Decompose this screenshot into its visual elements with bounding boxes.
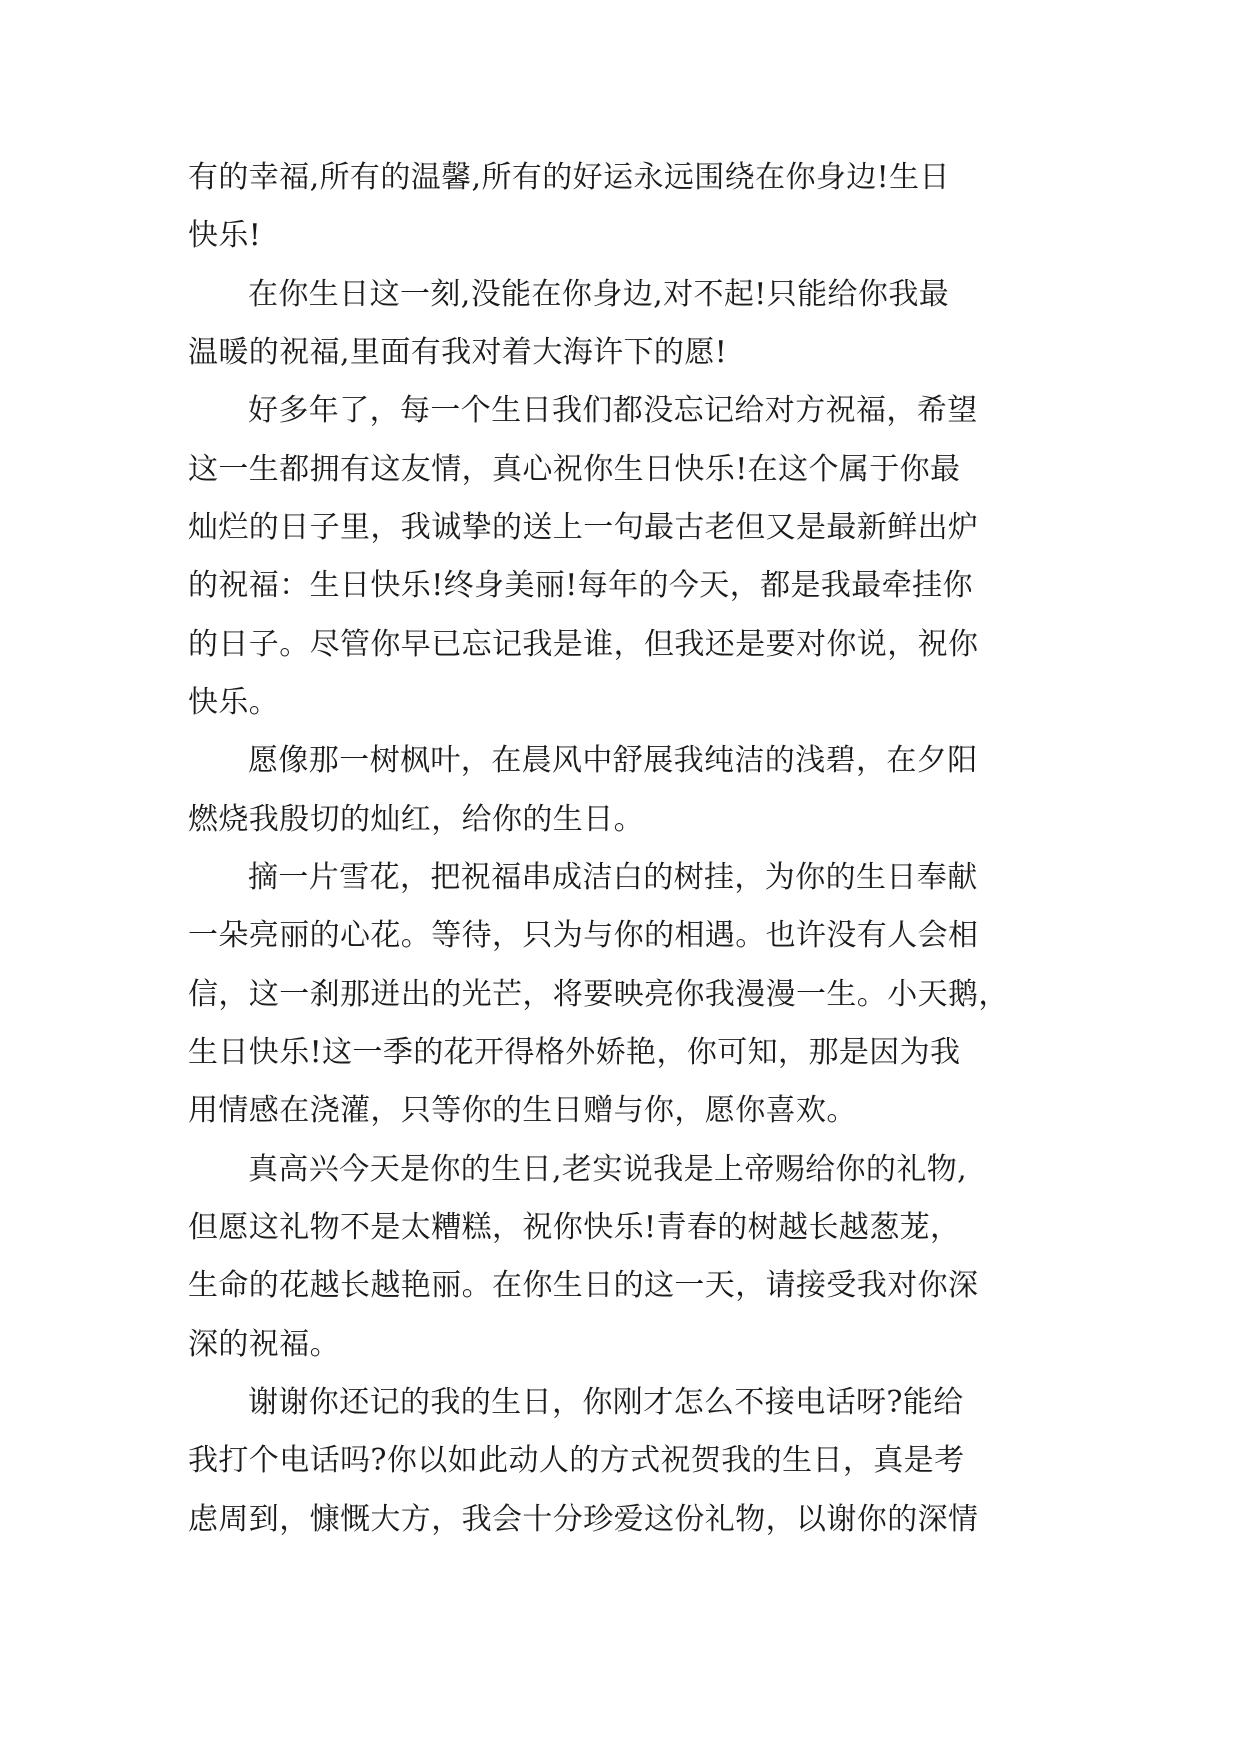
text-line-23: 我打个电话吗?你以如此动人的方式祝贺我的生日，真是考 [188,1443,965,1478]
text-line-15: 信，这一刹那迸出的光芒，将要映亮你我漫漫一生。小天鹅， [188,977,1009,1012]
text-line-10: 快乐。 [188,685,280,720]
text-line-3: 在你生日这一刻,没能在你身边,对不起!只能给你我最 [248,277,950,312]
text-line-24: 虑周到，慷慨大方，我会十分珍爱这份礼物，以谢你的深情 [188,1502,979,1537]
text-line-16: 生日快乐!这一季的花开得格外娇艳，你可知，那是因为我 [188,1035,961,1070]
text-line-1: 有的幸福,所有的温馨,所有的好运永远围绕在你身边!生日 [188,160,950,195]
text-line-12: 燃烧我殷切的灿红，给你的生日。 [188,802,644,837]
text-line-9: 的日子。尽管你早已忘记我是谁，但我还是要对你说，祝你 [188,627,979,662]
text-line-19: 但愿这礼物不是太糟糕，祝你快乐!青春的树越长越葱茏， [188,1210,961,1245]
text-line-13: 摘一片雪花，把祝福串成洁白的树挂，为你的生日奉献 [248,860,978,895]
text-line-20: 生命的花越长越艳丽。在你生日的这一天，请接受我对你深 [188,1268,979,1303]
text-line-22: 谢谢你还记的我的生日，你刚才怎么不接电话呀?能给 [248,1385,964,1420]
text-line-7: 灿烂的日子里，我诚挚的送上一句最古老但又是最新鲜出炉 [188,510,979,545]
text-line-4: 温暖的祝福,里面有我对着大海许下的愿! [188,335,728,370]
text-line-14: 一朵亮丽的心花。等待，只为与你的相遇。也许没有人会相 [188,918,979,953]
text-line-18: 真高兴今天是你的生日,老实说我是上帝赐给你的礼物, [248,1152,968,1187]
text-line-17: 用情感在浇灌，只等你的生日赠与你，愿你喜欢。 [188,1093,857,1128]
text-line-5: 好多年了，每一个生日我们都没忘记给对方祝福，希望 [248,393,978,428]
text-line-21: 深的祝福。 [188,1327,340,1362]
text-line-11: 愿像那一树枫叶，在晨风中舒展我纯洁的浅碧，在夕阳 [248,743,978,778]
text-line-8: 的祝福：生日快乐!终身美丽!每年的今天，都是我最牵挂你 [188,568,973,603]
text-line-2: 快乐! [188,218,262,253]
text-line-6: 这一生都拥有这友情，真心祝你生日快乐!在这个属于你最 [188,452,961,487]
